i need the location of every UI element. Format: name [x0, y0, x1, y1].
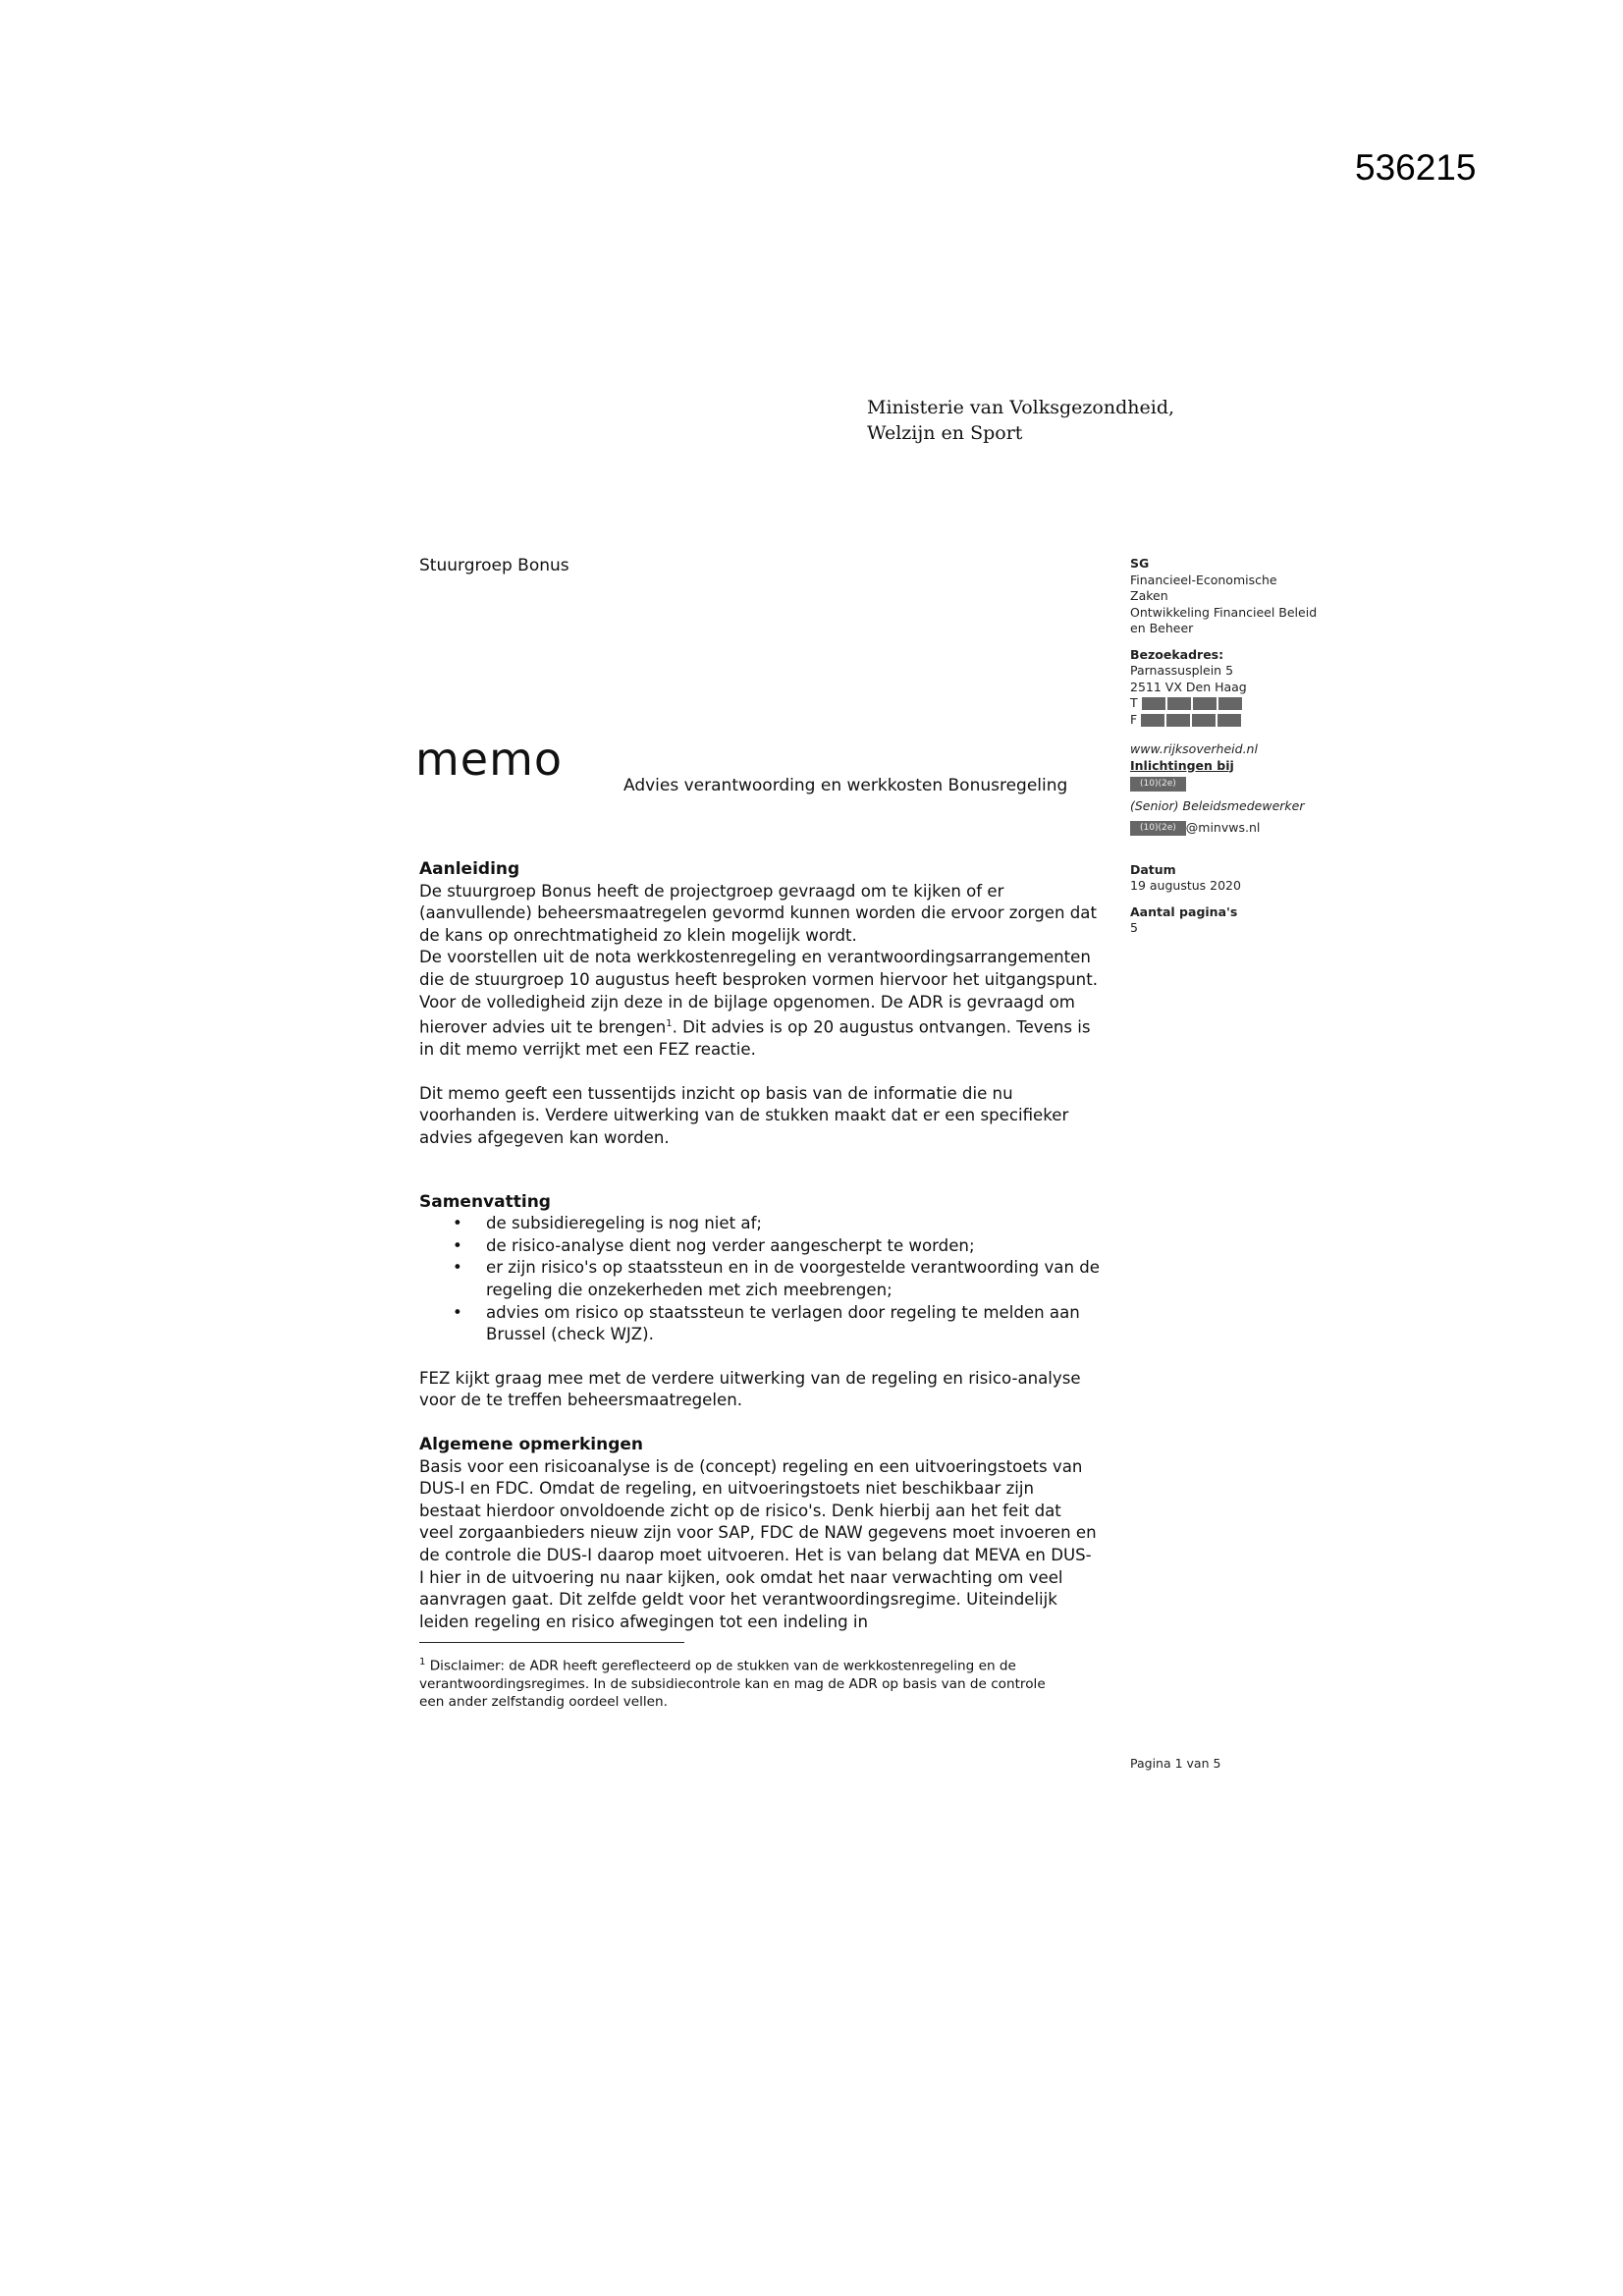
role: (Senior) Beleidsmedewerker	[1130, 797, 1305, 813]
email-redacted: (10)(2e)	[1130, 821, 1186, 836]
aanleiding-text: De stuurgroep Bonus heeft de projectgroep gevraagd om te kijken of er (aanvullende) beheersmaatregelen gevormd kunnen worden die ervoor zorgen dat de kans op onrechtmatigheid zo klein mogelijk wordt. De voorstellen uit de nota werkkostenregeling en verantwoordingsarrangementen die de stuurgroep 10 augustus heeft besproken vormen hiervoor het uitgangspunt. Voor de volledigheid zijn deze in de bijlage opgenomen. De ADR is gevraagd om hierover advies uit te brengen	[419, 881, 1098, 1037]
pages-label: Aantal pagina's	[1130, 903, 1238, 919]
pages-value: 5	[1130, 920, 1138, 935]
page-number: Pagina 1 van 5	[1130, 1756, 1221, 1771]
addressee: Stuurgroep Bonus	[419, 556, 569, 575]
document-number: 536215	[1355, 147, 1477, 188]
visit-address-label: Bezoekadres:	[1130, 646, 1224, 662]
list-item: • er zijn risico's op staatssteun en in de voorgestelde verantwoording van de regeling die onzekerheden met zich meebrengen;	[419, 1257, 1126, 1301]
info-redacted: (10)(2e)	[1130, 777, 1186, 792]
footnote-text: Disclaimer: de ADR heeft gereflecteerd op de stukken van de werkkostenregeling en de verantwoordingsregimes. In de subsidiecontrole kan en mag de ADR op basis van de controle een ander zelfstandig oordeel vellen.	[419, 1658, 1046, 1710]
date-label: Datum	[1130, 861, 1176, 877]
footnote-divider	[419, 1642, 684, 1643]
memo-subject: Advies verantwoording en werkkosten Bonusregeling	[623, 776, 1068, 795]
footnote	[419, 1654, 1136, 1711]
redaction-block	[1167, 697, 1191, 710]
section-title-algemeen: Algemene opmerkingen	[419, 1435, 643, 1454]
fax-line	[1130, 712, 1366, 729]
sidebar-org-line: Financieel-Economische	[1130, 572, 1277, 587]
fez-paragraph: FEZ kijkt graag mee met de verdere uitwerking van de regeling en risico-analyse voor de te treffen beheersmaatregelen.	[419, 1368, 1081, 1410]
email-suffix: @minvws.nl	[1185, 820, 1261, 835]
memo-heading: memo	[415, 733, 564, 786]
aanleiding-text-continued: . Dit advies is op 20 augustus ontvangen. Tevens is in dit memo verrijkt met een FEZ reactie.	[419, 1017, 1091, 1060]
sidebar-org-line: Ontwikkeling Financieel Beleid	[1130, 604, 1318, 620]
sidebar-org-line: en Beheer	[1130, 621, 1194, 635]
redaction-block	[1192, 714, 1216, 727]
info-label: Inlichtingen bij	[1130, 757, 1234, 773]
interim-paragraph: Dit memo geeft een tussentijds inzicht op basis van de informatie die nu voorhanden is. Verdere uitwerking van de stukken maakt dat er een specifieker advies afgegeven kan worden.	[419, 1083, 1069, 1148]
list-item: • de risico-analyse dient nog verder aangescherpt te worden;	[419, 1235, 1126, 1258]
algemeen-paragraph: Basis voor een risicoanalyse is de (concept) regeling en een uitvoeringstoets van DUS-I en FDC. Omdat de regeling, en uitvoeringstoets niet beschikbaar zijn bestaat hierdoor onvoldoende zicht op de risico's. Denk hierbij aan het feit dat veel zorgaanbieders nieuw zijn voor SAP, FDC de NAW gegevens moet invoeren en de controle die DUS-I daarop moet uitvoeren. Het is van belang dat MEVA en DUS- I hier in de uitvoering nu naar kijken, ook omdat het naar verwachting om veel aanvragen gaat. Dit zelfde geldt voor het verantwoordingsregime. Uiteindelijk leiden regeling en risico afwegingen tot een indeling in	[419, 1456, 1097, 1631]
redaction-block	[1217, 714, 1241, 727]
sidebar-org-line: Zaken	[1130, 588, 1168, 603]
sidebar-org-sg: SG	[1130, 556, 1150, 571]
telephone-prefix: T	[1130, 695, 1138, 710]
redaction-block	[1218, 697, 1242, 710]
telephone-line	[1130, 695, 1366, 712]
redaction-block	[1193, 697, 1217, 710]
aanleiding-paragraph	[419, 881, 1126, 1062]
section-title-aanleiding: Aanleiding	[419, 859, 520, 879]
sidebar-info	[1130, 556, 1366, 947]
redaction-block	[1166, 714, 1190, 727]
ministry-name	[867, 395, 1174, 446]
list-item: • advies om risico op staatssteun te verlagen door regeling te melden aan Brussel (check WJZ).	[419, 1302, 1126, 1346]
list-item: • de subsidieregeling is nog niet af;	[419, 1213, 1126, 1235]
visit-street: Parnassusplein 5	[1130, 663, 1234, 678]
footnote-number: 1	[419, 1657, 426, 1667]
ministry-line-2: Welzijn en Sport	[867, 422, 1023, 444]
summary-list	[419, 1213, 1126, 1346]
visit-city: 2511 VX Den Haag	[1130, 679, 1247, 694]
section-title-samenvatting: Samenvatting	[419, 1191, 551, 1212]
fax-prefix: F	[1130, 711, 1138, 727]
date-value: 19 augustus 2020	[1130, 878, 1241, 893]
redaction-block	[1142, 697, 1165, 710]
ministry-line-1: Ministerie van Volksgezondheid,	[867, 397, 1175, 418]
memo-body	[419, 858, 1126, 1633]
website: www.rijksoverheid.nl	[1130, 741, 1258, 756]
footnote-ref: 1	[666, 1018, 673, 1030]
redaction-block	[1141, 714, 1164, 727]
